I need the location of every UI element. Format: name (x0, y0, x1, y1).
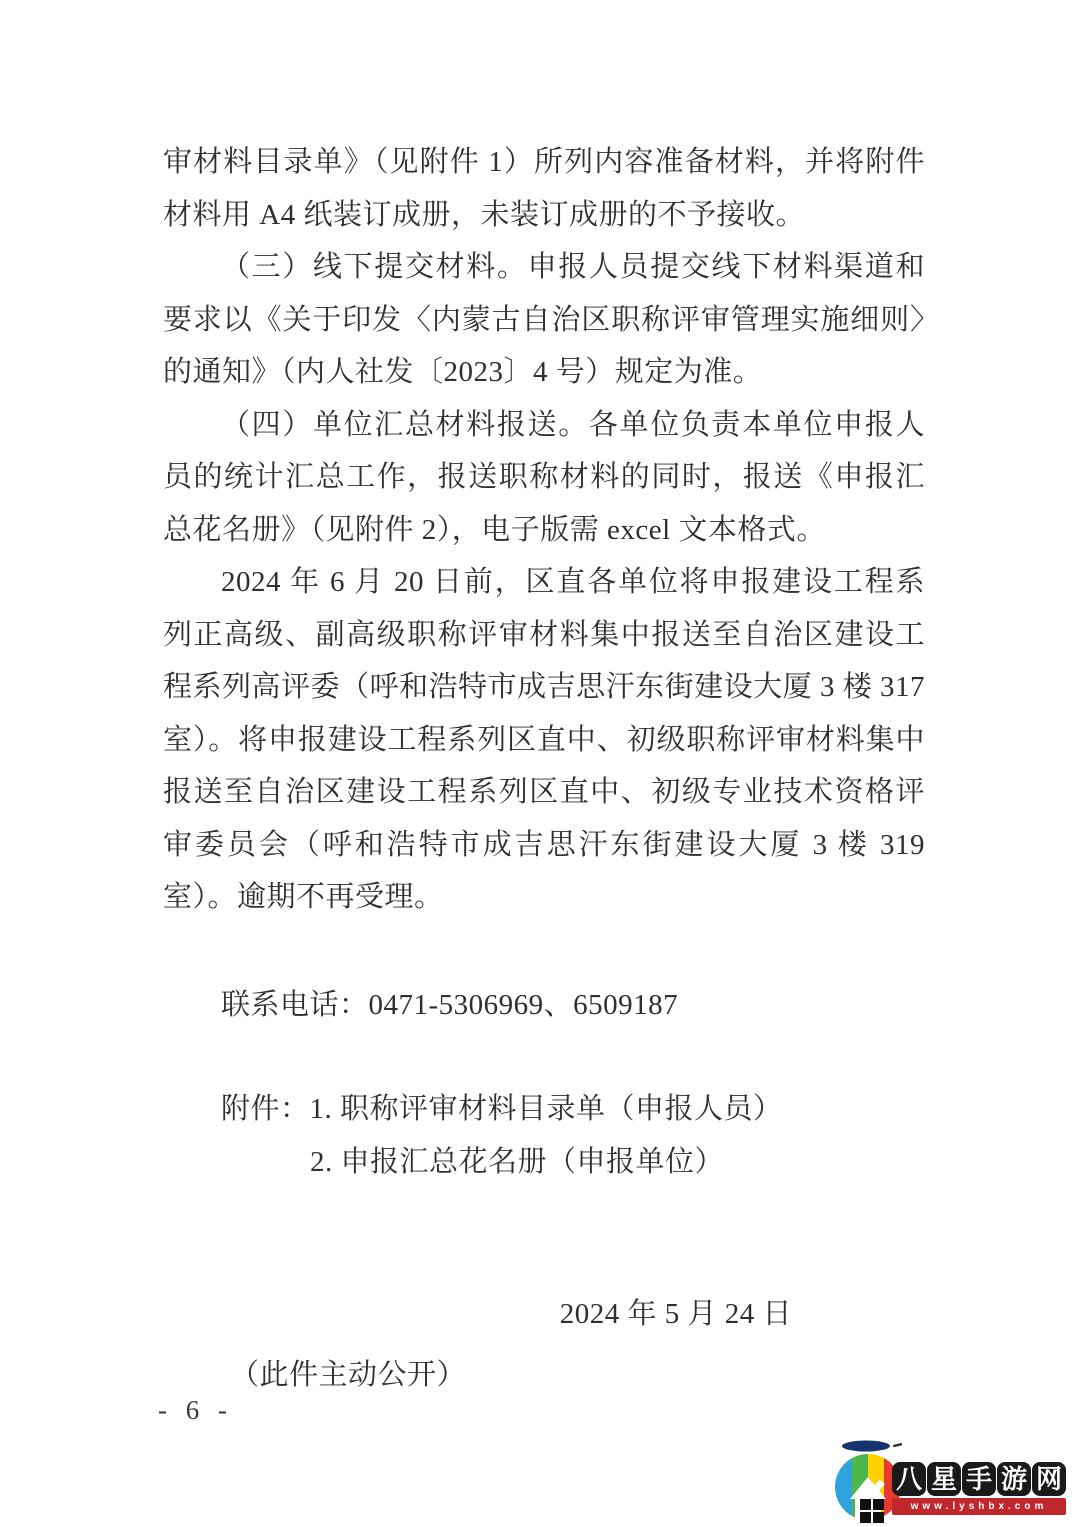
site-name-char: 手 (962, 1462, 996, 1496)
disclosure-note: （此件主动公开） (230, 1358, 467, 1391)
contact-phone-line: 联系电话：0471-5306969、6509187 (221, 988, 679, 1021)
site-name-badges (892, 1462, 1066, 1496)
site-name-char: 游 (997, 1462, 1031, 1496)
attachments-section (163, 1083, 925, 1188)
attachment-item-1: 1. 职称评审材料目录单（申报人员） (309, 1093, 783, 1125)
logo-swoosh (842, 1441, 890, 1452)
document-text-block (163, 136, 925, 1401)
site-watermark (830, 1437, 1066, 1527)
attachment-row-1 (163, 1083, 925, 1136)
paragraph-item-4: （四）单位汇总材料报送。各单位负责本单位申报人员的统计汇总工作，报送职称材料的同时，报送《申报汇总花名册》（见附件 2），电子版需 excel 文本格式。 (163, 408, 925, 546)
paragraph-deadline: 2024 年 6 月 20 日前，区直各单位将申报建设工程系列正高级、副高级职称评审材料集中报送至自治区建设工程系列高评委（呼和浩特市成吉思汗东街建设大厦 3 楼 317 室）。将申报建设工程系列区直中、初级职称评审材料集中报送至自治区建设工程系列区直中、初级专业技术资格评审委员会（呼和浩特市成吉思汗东街建设大厦 3 楼 319 室）。逾期不再受理。 (163, 566, 925, 913)
document-date: 2024 年 5 月 24 日 (559, 1298, 792, 1330)
site-name-char: 八 (892, 1462, 926, 1496)
attachment-item-2: 2. 申报汇总花名册（申报单位） (310, 1145, 725, 1178)
page-number: - 6 - (158, 1395, 233, 1425)
paragraph-item-3: （三）线下提交材料。申报人员提交线下材料渠道和要求以《关于印发〈内蒙古自治区职称评审管理实施细则〉的通知》（内人社发〔2023〕4 号）规定为准。 (163, 251, 925, 388)
paragraph-continuation: 审材料目录单》（见附件 1）所列内容准备材料，并将附件材料用 A4 纸装订成册，未装订成册的不予接收。 (163, 146, 925, 231)
logo-dash (893, 1443, 902, 1448)
site-name-char: 星 (927, 1462, 961, 1496)
site-logo-text (892, 1462, 1066, 1515)
site-name-char: 网 (1032, 1462, 1066, 1496)
attachments-label: 附件： (221, 1093, 310, 1125)
site-url-bar: www.lyshbx.com (892, 1498, 1066, 1515)
